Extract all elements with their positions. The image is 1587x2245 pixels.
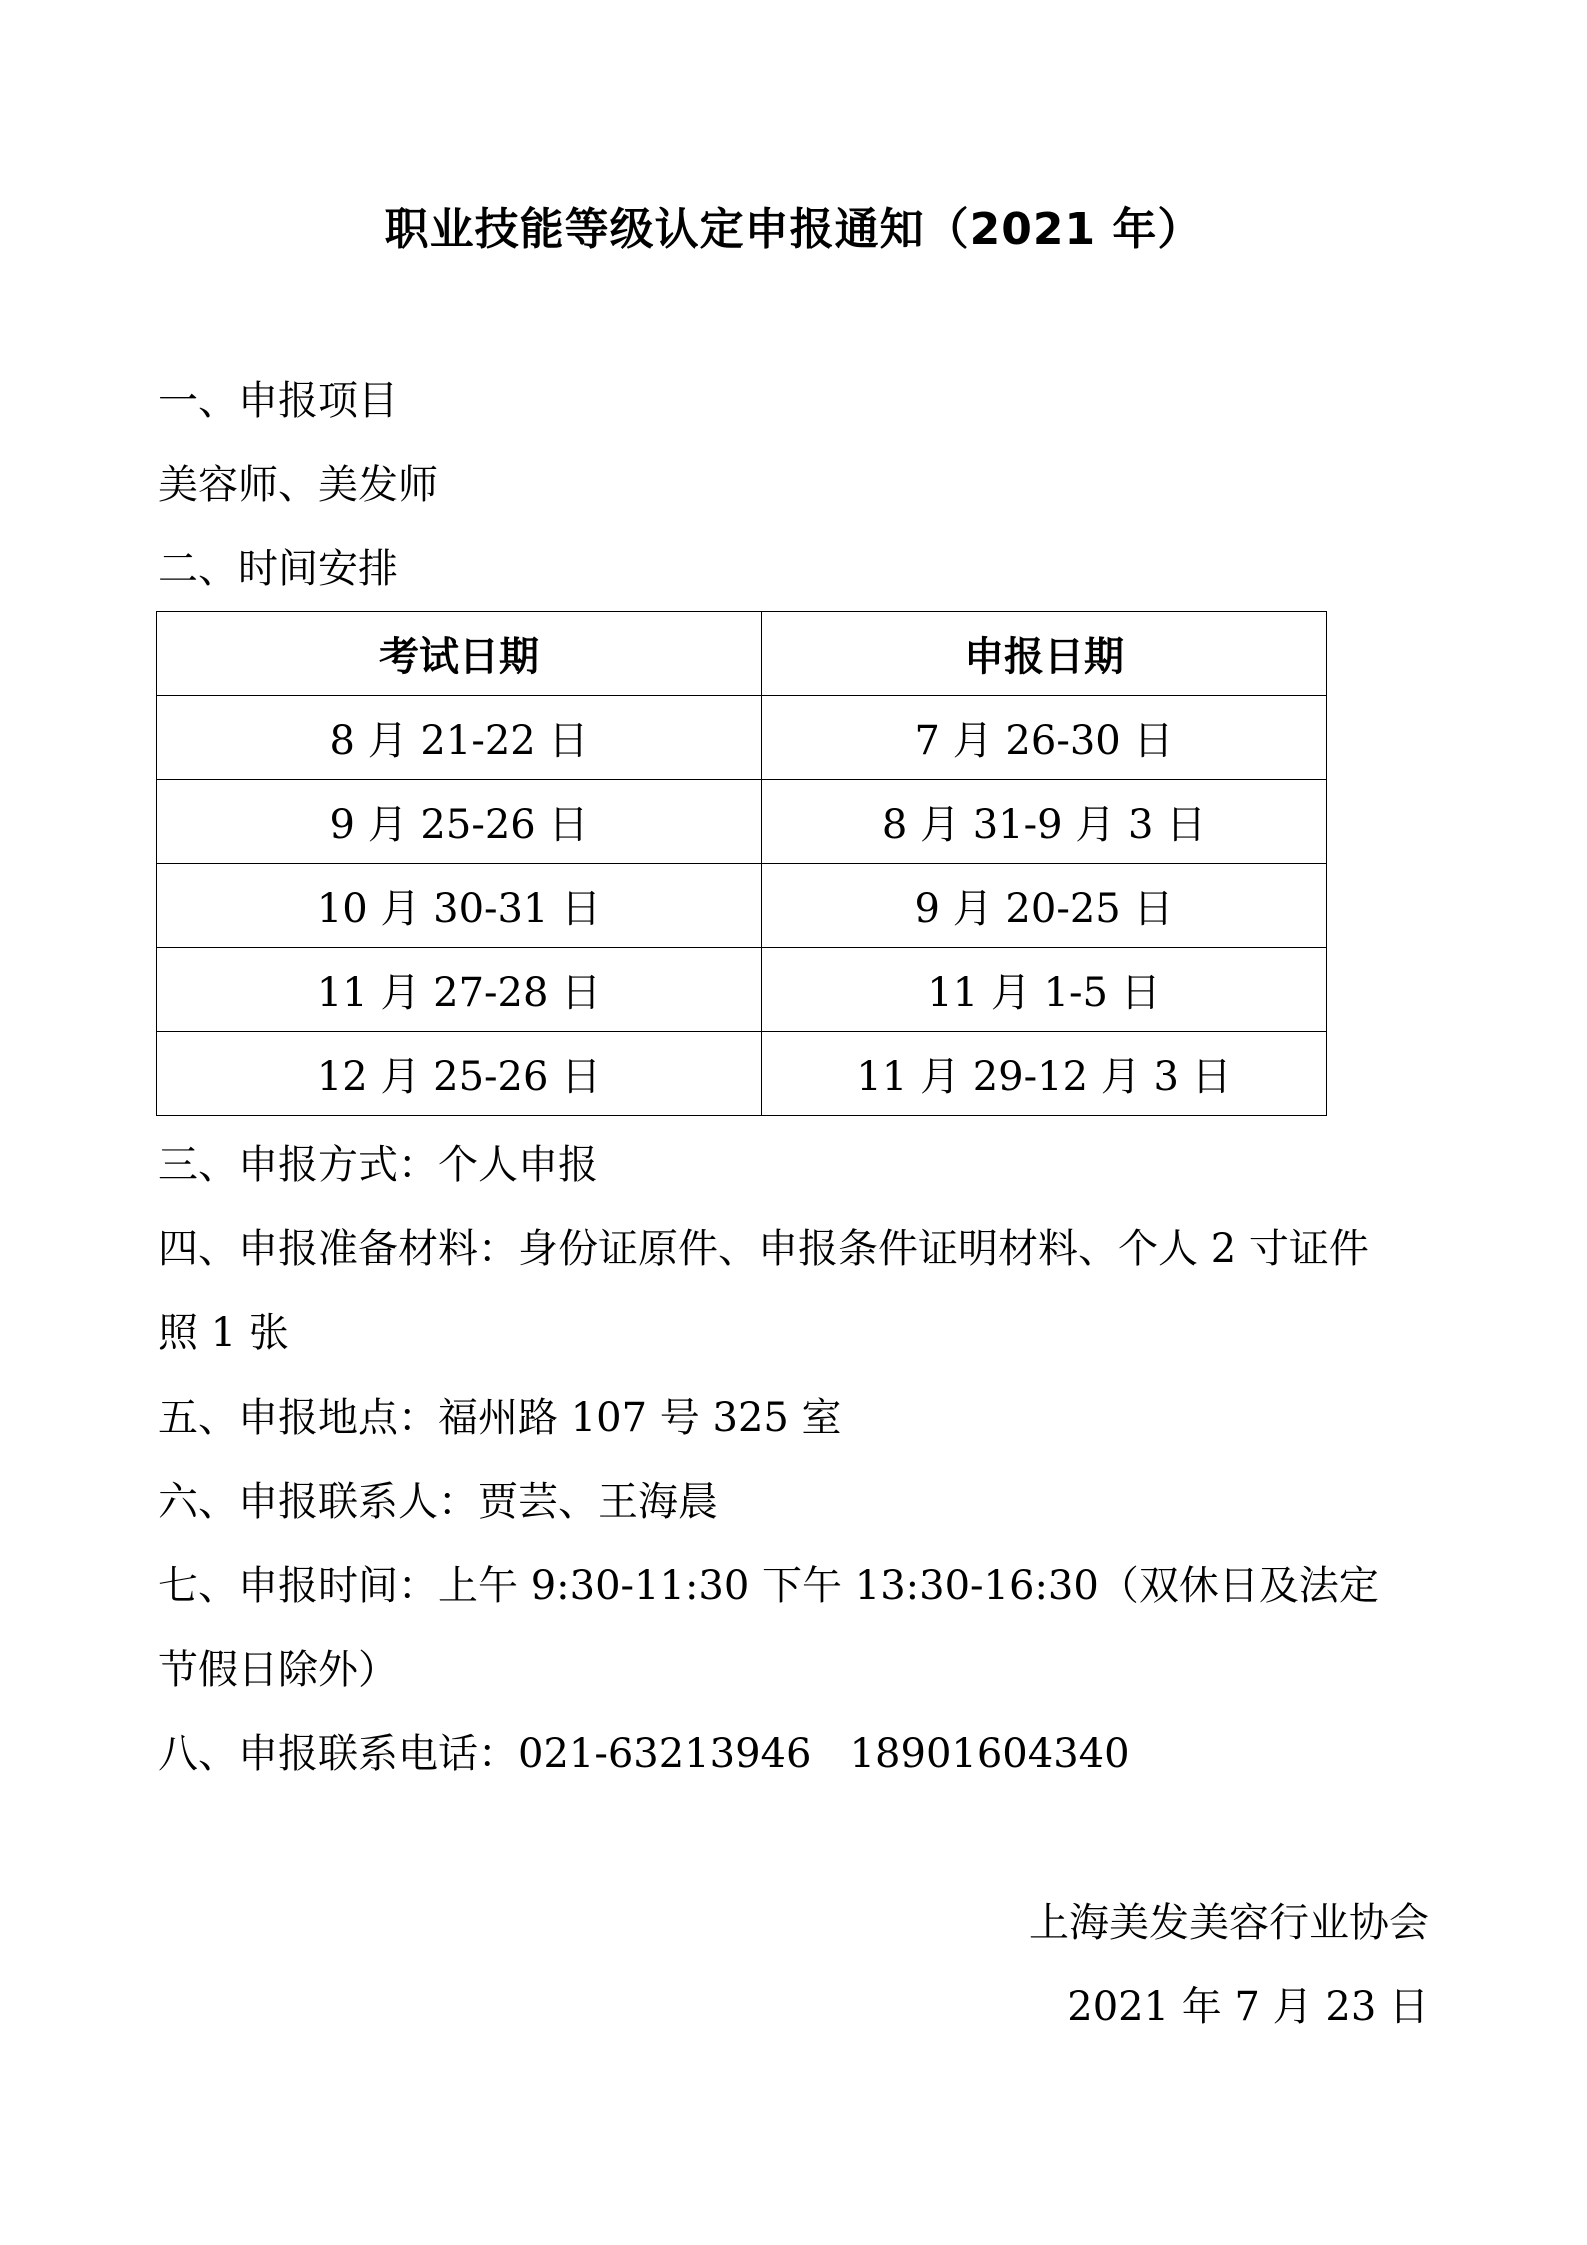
column-header-apply-date: 申报日期	[762, 612, 1327, 696]
table-row	[157, 696, 1327, 780]
section-4-line-2: 照 1 张	[158, 1310, 289, 1356]
section-1-heading: 一、申报项目	[158, 378, 398, 424]
schedule-table	[156, 611, 1327, 1116]
exam-date-cell: 12 月 25-26 日	[157, 1032, 762, 1116]
section-7-line-1: 七、申报时间：上午 9:30-11:30 下午 13:30-16:30（双休日及法定	[158, 1563, 1379, 1609]
section-3: 三、申报方式：个人申报	[158, 1142, 598, 1188]
section-5: 五、申报地点：福州路 107 号 325 室	[158, 1395, 842, 1441]
page-title: 职业技能等级认定申报通知（2021 年）	[384, 204, 1203, 255]
exam-date-cell: 11 月 27-28 日	[157, 948, 762, 1032]
table-row	[157, 948, 1327, 1032]
section-6: 六、申报联系人：贾芸、王海晨	[158, 1479, 718, 1525]
section-7-line-2: 节假日除外）	[158, 1647, 398, 1693]
apply-date-cell: 11 月 29-12 月 3 日	[762, 1032, 1327, 1116]
section-1-body: 美容师、美发师	[158, 462, 438, 508]
apply-date-cell: 9 月 20-25 日	[762, 864, 1327, 948]
apply-date-cell: 7 月 26-30 日	[762, 696, 1327, 780]
section-2-heading: 二、时间安排	[158, 546, 398, 592]
table-header-row	[157, 612, 1327, 696]
exam-date-cell: 10 月 30-31 日	[157, 864, 762, 948]
exam-date-cell: 8 月 21-22 日	[157, 696, 762, 780]
table-row	[157, 864, 1327, 948]
section-8: 八、申报联系电话：021-63213946 18901604340	[158, 1731, 1130, 1777]
table-row	[157, 780, 1327, 864]
apply-date-cell: 11 月 1-5 日	[762, 948, 1327, 1032]
section-4-line-1: 四、申报准备材料：身份证原件、申报条件证明材料、个人 2 寸证件	[158, 1226, 1369, 1272]
signature-date: 2021 年 7 月 23 日	[1067, 1984, 1429, 2030]
apply-date-cell: 8 月 31-9 月 3 日	[762, 780, 1327, 864]
exam-date-cell: 9 月 25-26 日	[157, 780, 762, 864]
table-row	[157, 1032, 1327, 1116]
signature-organization: 上海美发美容行业协会	[1029, 1900, 1429, 1946]
column-header-exam-date: 考试日期	[157, 612, 762, 696]
